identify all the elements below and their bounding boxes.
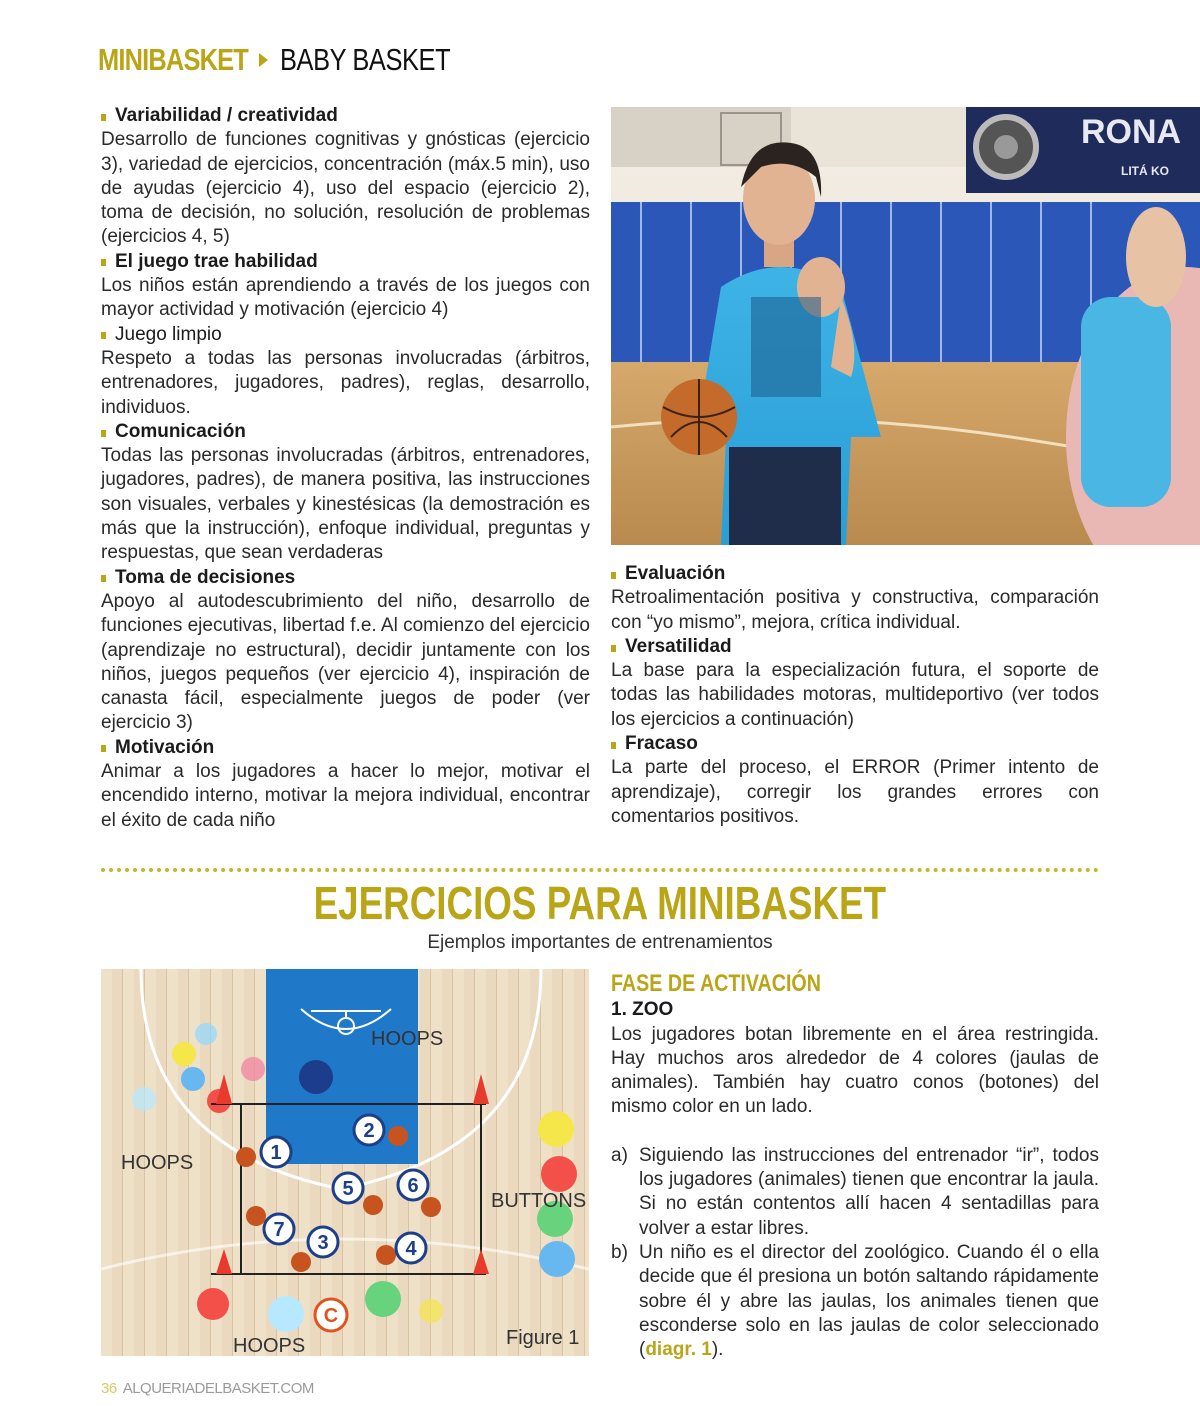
bullet-icon	[101, 114, 106, 121]
principle-text: La base para la especialización futura, el soporte de todas las habilidades motoras, multideportivo (ver todos los ejercicios a continuación)	[611, 660, 1099, 730]
player-7-label: 7	[273, 1219, 285, 1241]
left-column	[101, 104, 590, 833]
bullet-icon	[611, 645, 616, 652]
hoops-label: HOOPS	[371, 1028, 444, 1050]
player-4-label: 4	[405, 1238, 417, 1260]
principle-text: Todas las personas involucradas (árbitros, entrenadores, jugadores, padres), de manera positiva, las instrucciones son visuales, verbales y kinestésicas (la demostración es más que la instrucción), enfoque individual, preguntas y respuestas, que sean verdaderas	[101, 445, 590, 564]
principle-text: Retroalimentación positiva y constructiva, comparación con “yo mismo”, mejora, crítica individual.	[611, 587, 1099, 633]
principle-text: La parte del proceso, el ERROR (Primer intento de aprendizaje), corregir los grandes errores con comentarios positivos.	[611, 757, 1099, 827]
drill-intro: Los jugadores botan libremente en el área restringida. Hay muchos aros alrededor de 4 colores (jaulas de animales). También hay cuatro conos (botones) del mismo color en un lado.	[611, 1023, 1099, 1118]
right-column	[611, 562, 1099, 829]
phase-title: FASE DE ACTIVACIÓN	[611, 970, 821, 997]
dotted-divider	[101, 868, 1099, 872]
hoops-label: HOOPS	[233, 1335, 306, 1356]
list-item	[611, 1241, 1099, 1362]
principle-heading: Variabilidad / creatividad	[101, 104, 590, 128]
subsection-label: BABY BASKET	[279, 42, 451, 77]
coach-photo	[611, 107, 1200, 545]
site-name: ALQUERIADELBASKET.COM	[122, 1380, 314, 1397]
figure-caption: Figure 1	[506, 1327, 580, 1349]
principle-heading: El juego trae habilidad	[101, 250, 590, 274]
list-marker: b)	[611, 1241, 628, 1263]
principle-heading: Comunicación	[101, 420, 590, 444]
bullet-icon	[101, 332, 106, 339]
bullet-icon	[101, 430, 106, 437]
list-item	[611, 1144, 1099, 1241]
bullet-icon	[611, 572, 616, 579]
player-6-label: 6	[407, 1175, 419, 1197]
spacer	[611, 1120, 1099, 1144]
page-footer	[101, 1380, 314, 1397]
principle-heading: Juego limpio	[101, 323, 590, 347]
list-text: Un niño es el director del zoológico. Cuando él o ella decide que él presiona un botón saltando rápidamente sobre él y abre las jaulas, los animales tienen que esconderse solo en las jaulas de color seleccionado (diagr. 1).	[639, 1241, 1099, 1361]
section-label: MINIBASKET	[98, 42, 248, 77]
principle-heading: Fracaso	[611, 732, 1099, 756]
chevron-right-icon	[259, 53, 268, 67]
banner-text: RONA	[1081, 113, 1182, 151]
principle-heading: Toma de decisiones	[101, 566, 590, 590]
principle-text: Animar a los jugadores a hacer lo mejor, motivar el encendido interno, motivar la mejora individual, encontrar el éxito de cada niño	[101, 761, 590, 831]
principle-text: Respeto a todas las personas involucradas (árbitros, entrenadores, jugadores, padres), reglas, desarrollo, individuos.	[101, 347, 590, 418]
buttons-label: BUTTONS	[491, 1190, 587, 1212]
page-number: 36	[101, 1380, 117, 1397]
drill-diagram	[101, 969, 589, 1356]
bullet-icon	[101, 745, 106, 752]
section-subtitle: Ejemplos importantes de entrenamientos	[427, 932, 773, 953]
player-2-label: 2	[363, 1120, 375, 1142]
banner-text-2: LITÁ KO	[1121, 164, 1169, 178]
principle-text: Apoyo al autodescubrimiento del niño, desarrollo de funciones ejecutivas, libertad f.e. Al comienzo del ejercicio (aprendizaje no estructural), decidir juntamente con los niños, juegos pequeños (ver ejercicio 4), inspiración de canasta fácil, especialmente juegos de poder (ver ejercicio 3)	[101, 590, 590, 734]
list-text: Siguiendo las instrucciones del entrenador “ir”, todos los jugadores (animales) tienen que encontrar la jaula. Si no están contentos allí hacen 4 sentadillas para volver a estar libres.	[639, 1144, 1099, 1239]
principle-text: Desarrollo de funciones cognitivas y gnósticas (ejercicio 3), variedad de ejercicios, concentración (máx.5 min), uso de ayudas (ejercicio 4), uso del espacio (ejercicio 2), toma de decisión, no solución, resolución de problemas (ejercicios 4, 5)	[101, 129, 590, 248]
bullet-icon	[611, 742, 616, 749]
bullet-icon	[101, 575, 106, 582]
list-marker: a)	[611, 1144, 628, 1166]
player-5-label: 5	[342, 1178, 354, 1200]
principle-heading: Versatilidad	[611, 635, 1099, 659]
hoops-label: HOOPS	[121, 1152, 194, 1174]
section-title: EJERCICIOS PARA MINIBASKET	[313, 877, 887, 929]
page-header	[98, 38, 487, 82]
principle-heading: Motivación	[101, 736, 590, 760]
bullet-icon	[101, 259, 106, 266]
player-3-label: 3	[317, 1232, 329, 1254]
drill-title: 1. ZOO	[611, 999, 674, 1021]
player-1-label: 1	[270, 1142, 282, 1164]
principle-heading: Evaluación	[611, 562, 1099, 586]
diagram-reference: diagr. 1	[645, 1339, 712, 1361]
principle-text: Los niños están aprendiendo a través de los juegos con mayor actividad y motivación (ejercicio 4)	[101, 275, 590, 321]
coach-label: C	[323, 1305, 339, 1327]
drill-description	[611, 972, 1099, 1362]
